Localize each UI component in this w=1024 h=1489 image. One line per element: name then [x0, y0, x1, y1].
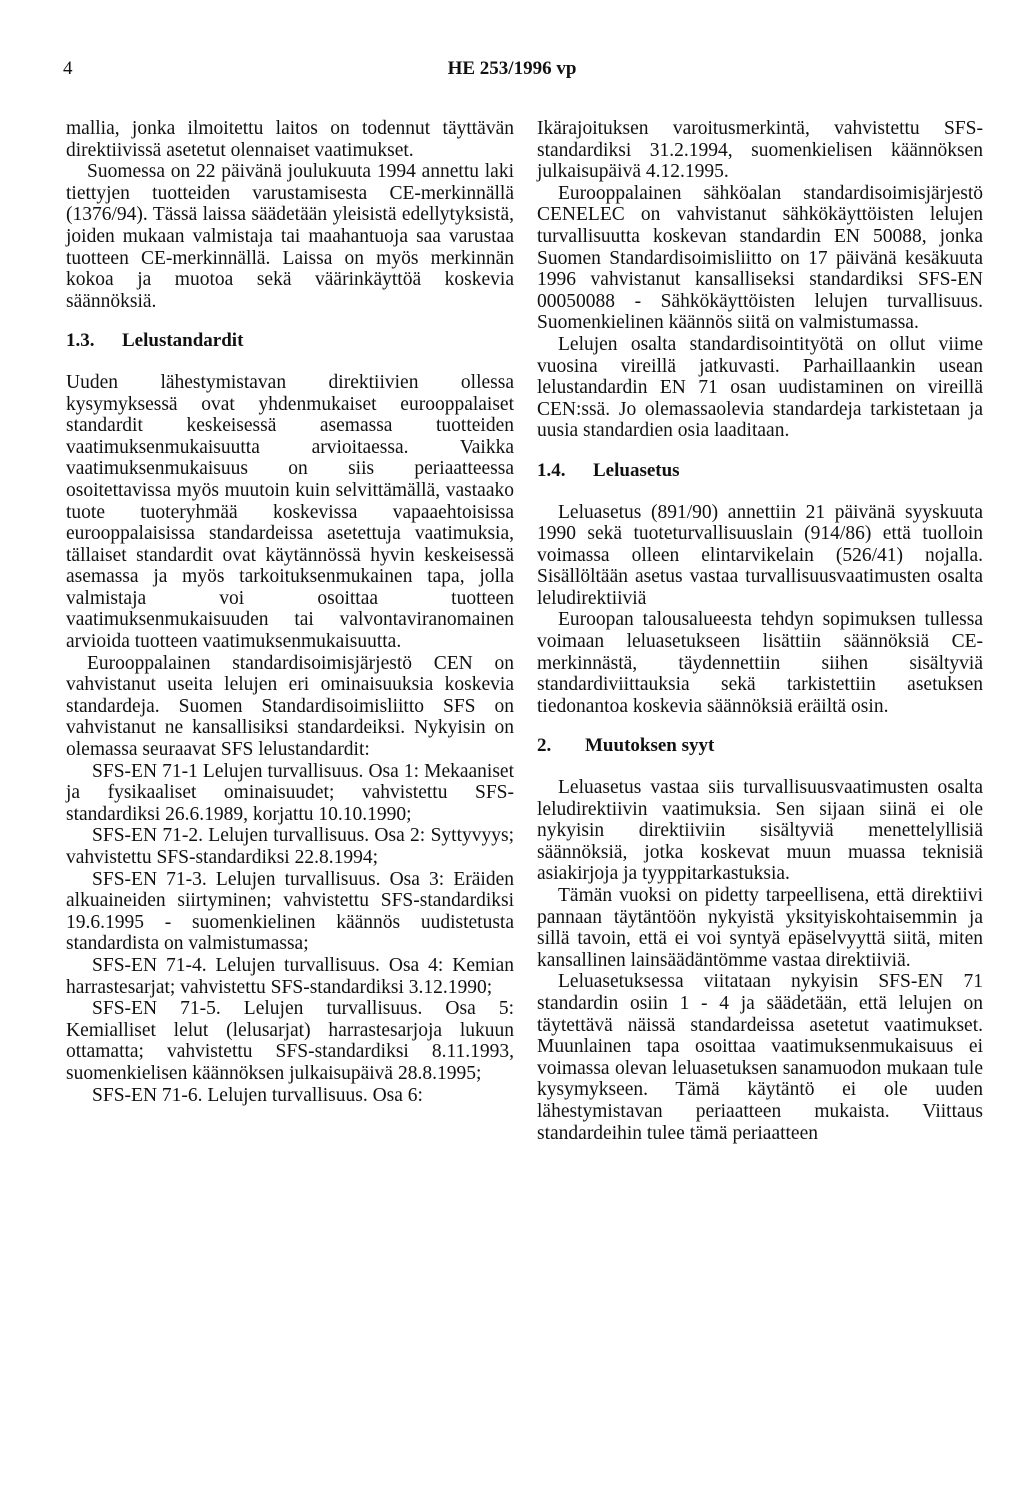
standard-entry: SFS-EN 71-5. Lelujen turvallisuus. Osa 5: Kemialliset lelut (lelusarjat) harrastesarjoja lukuun ottamatta; vahvistettu SFS-standardiksi 8.11.1993, suomenkielisen käännöksen julkaisupäivä 28.8.1995;	[66, 998, 514, 1084]
standard-entry: SFS-EN 71-2. Lelujen turvallisuus. Osa 2: Syttyvyys; vahvistettu SFS-standardiksi 22.8.1994;	[66, 825, 514, 868]
left-column	[66, 118, 514, 1106]
paragraph: Euroopan talousalueesta tehdyn sopimuksen tullessa voimaan leluasetukseen lisättiin säännöksiä CE-merkinnästä, täydennettiin siihen sisältyviä standardiviittauksia sekä tarkistettiin asetuksen tiedonantoa koskevia säännöksiä eräiltä osin.	[537, 609, 983, 717]
document-id-header: HE 253/1996 vp	[447, 58, 577, 79]
standard-entry: SFS-EN 71-3. Lelujen turvallisuus. Osa 3: Eräiden alkuaineiden siirtyminen; vahvistettu SFS-standardiksi 19.6.1995 - suomenkielinen käännös uudistetusta standardista on valmistumassa;	[66, 868, 514, 955]
section-number: 2.	[537, 735, 552, 757]
section-heading-1-3	[66, 330, 514, 352]
paragraph: mallia, jonka ilmoitettu laitos on todennut täyttävän direktiivissä asetetut olennaiset vaatimukset.	[66, 118, 514, 161]
paragraph: Leluasetus (891/90) annettiin 21 päivänä syyskuuta 1990 sekä tuoteturvallisuuslain (914/86) että tuolloin voimassa olleen elintarvikelain (526/41) nojalla. Sisällöltään asetus vastaa turvallisuusvaatimusten osalta leludirektiiviä	[537, 501, 983, 609]
paragraph: Lelujen osalta standardisointityötä on ollut viime vuosina vireillä jatkuvasti. Parhaillaankin usean lelustandardin EN 71 osan uudistaminen on vireillä CEN:ssä. Jo olemassaolevia standardeja tarkistetaan ja uusia standardien osia laaditaan.	[537, 333, 983, 442]
paragraph: Uuden lähestymistavan direktiivien ollessa kysymyksessä ovat yhdenmukaiset eurooppalaiset standardit keskeisessä asemassa tuotteiden vaatimuksenmukaisuutta arvioitaessa. Vaikka vaatimuksenmukaisuus on siis periaatteessa osoitettavissa myös muutoin kuin selvittämällä, vastaako tuote tuoteryhmää koskevissa vapaaehtoisissa eurooppalaisissa standardeissa asetettuja vaatimuksia, tällaiset standardit ovat käytännössä hyvin keskeisessä asemassa ja myös tarkoituksenmukainen tapa, jolla valmistaja voi osoittaa tuotteen vaatimuksenmukaisuuden tai valvontaviranomainen arvioida tuotteen vaatimuksenmukaisuutta.	[66, 371, 514, 653]
standard-entry: SFS-EN 71-6. Lelujen turvallisuus. Osa 6:	[92, 1084, 423, 1106]
section-title: Muutoksen syyt	[585, 735, 715, 757]
section-heading-1-4	[537, 460, 983, 482]
paragraph: Eurooppalainen sähköalan standardisoimisjärjestö CENELEC on vahvistanut sähkökäyttöisten lelujen turvallisuutta koskevan standardin EN 50088, jonka Suomen Standardisoimisliitto on 17 päivänä kesäkuuta 1996 vahvistanut kansalliseksi standardiksi SFS-EN 00050088 - Sähkökäyttöisten lelujen turvallisuus. Suomenkielinen käännös siitä on valmistumassa.	[537, 182, 983, 334]
paragraph: Leluasetus vastaa siis turvallisuusvaatimusten osalta leludirektiivin vaatimuksia. Sen sijaan siinä ei ole nykyisin direktiiviin sisältyviä menettelyllisiä säännöksiä, jotka koskevat muun muassa teknisiä asiakirjoja ja tyyppitarkastuksia.	[537, 777, 983, 885]
paragraph: Eurooppalainen standardisoimisjärjestö CEN on vahvistanut useita lelujen eri ominaisuuksia koskevia standardeja. Suomen Standardisoimisliitto SFS on vahvistanut ne kansallisiksi standardeiksi. Nykyisin on olemassa seuraavat SFS lelustandardit:	[66, 652, 514, 761]
paragraph: Tämän vuoksi on pidetty tarpeellisena, että direktiivi pannaan täytäntöön nykyistä yksityiskohtaisemmin ja sillä tavoin, että ei voi syntyä epäselvyyttä siitä, miten kansallinen lainsäädäntömme vastaa direktiiviä.	[537, 885, 983, 971]
section-title: Leluasetus	[593, 459, 680, 481]
standard-entry: SFS-EN 71-4. Lelujen turvallisuus. Osa 4: Kemian harrastesarjat; vahvistettu SFS-standardiksi 3.12.1990;	[66, 954, 514, 998]
paragraph: Leluasetuksessa viitataan nykyisin SFS-EN 71 standardin osiin 1 - 4 ja säädetään, että lelujen on täytettävä näissä standardeissa asetetut vaatimukset. Muunlainen tapa osoittaa vaatimuksenmukaisuus ei voimassa olevan leluasetuksen sanamuodon mukaan tule kysymykseen. Tämä käytäntö ei ole uuden lähestymistavan periaatteen mukaista. Viittaus standardeihin tulee tämä periaatteen	[537, 971, 983, 1144]
paragraph: Ikärajoituksen varoitusmerkintä, vahvistettu SFS-standardiksi 31.2.1994, suomenkielisen käännöksen julkaisupäivä 4.12.1995.	[537, 118, 983, 183]
page-number: 4	[63, 58, 73, 79]
standard-entry: SFS-EN 71-1 Lelujen turvallisuus. Osa 1: Mekaaniset ja fysikaaliset ominaisuudet; vahvistettu SFS-standardiksi 26.6.1989, korjattu 10.10.1990;	[66, 760, 514, 825]
section-heading-2	[537, 735, 983, 757]
section-title: Lelustandardit	[122, 330, 244, 352]
section-number: 1.4.	[537, 459, 566, 481]
section-number: 1.3.	[66, 330, 95, 352]
paragraph: Suomessa on 22 päivänä joulukuuta 1994 annettu laki tiettyjen tuotteiden varustamisesta CE-merkinnällä (1376/94). Tässä laissa säädetään yleisistä edellytyksistä, joiden mukaan valmistaja tai maahantuoja saa varustaa tuotteen CE-merkinnällä. Laissa on myös merkinnän kokoa ja muotoa sekä väärinkäyttöä koskevia säännöksiä.	[66, 161, 514, 312]
right-column	[537, 118, 983, 1144]
